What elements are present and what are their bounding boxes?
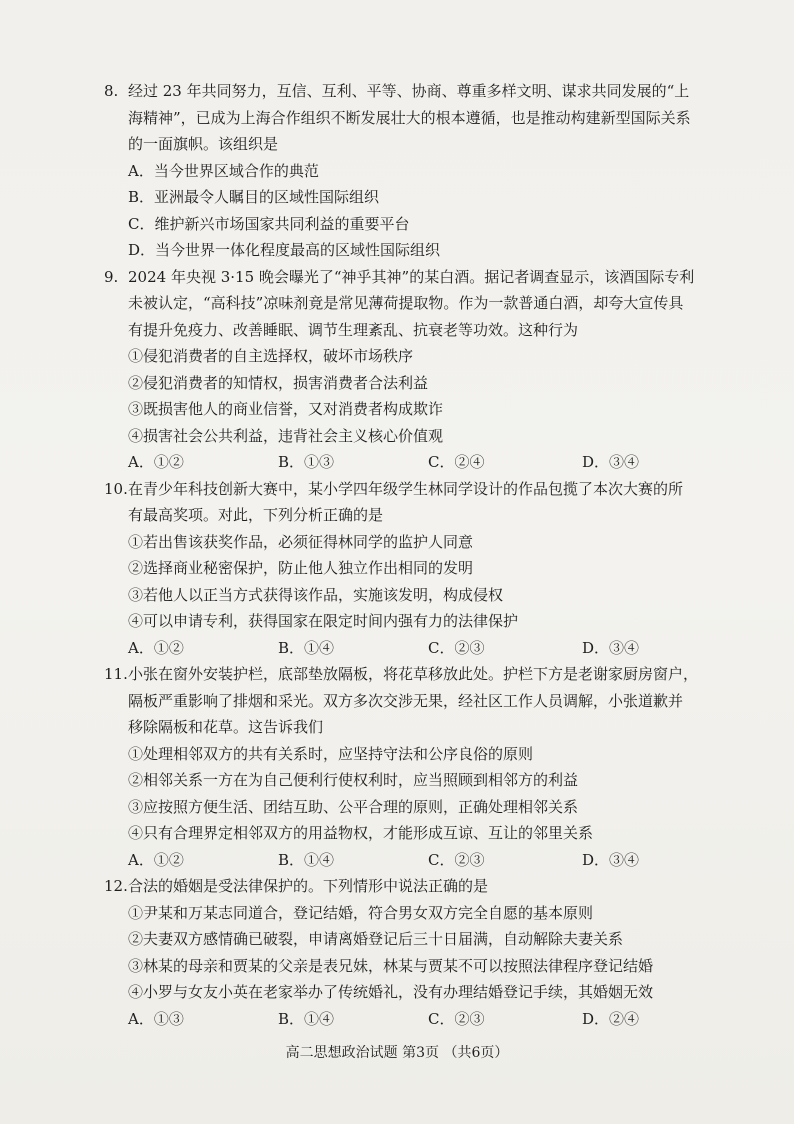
questions-list [104, 78, 704, 1032]
option-d: D．当今世界一体化程度最高的区域性国际组织 [128, 241, 441, 259]
statement-item: ③若他人以正当方式获得该作品，实施该发明，构成侵权 [128, 585, 504, 604]
choice-d: D．③④ [582, 850, 640, 869]
question-number: 12. [104, 877, 128, 895]
choice-b: B．①③ [278, 453, 335, 471]
page-footer: 高二思想政治试题 第3页 （共6页） [285, 1045, 509, 1061]
choice-d: D．③④ [582, 453, 640, 471]
question-9 [104, 264, 704, 476]
statement-item: ③林某的母亲和贾某的父亲是表兄妹，林某与贾某不可以按照法律程序登记结婚 [128, 956, 654, 975]
choice-d: D．②④ [582, 1009, 640, 1028]
question-number: 8. [104, 82, 119, 100]
statement-item: ②夫妻双方感情确已破裂，申请离婚登记后三十日届满，自动解除夫妻关系 [128, 930, 624, 948]
choice-a: A．①② [128, 638, 184, 657]
stem-line: 有提升免疫力、改善睡眠、调节生理紊乱、抗衰老等功效。这种行为 [128, 320, 579, 339]
statement-item: ③既损害他人的商业信誉，又对消费者构成欺诈 [128, 400, 444, 418]
question-stem [128, 264, 704, 344]
question-number: 9. [104, 267, 119, 286]
choice-a: A．①② [128, 453, 184, 471]
question-11 [104, 661, 704, 873]
choice-b: B．①④ [278, 638, 335, 657]
option-c: C．维护新兴市场国家共同利益的重要平台 [128, 214, 410, 233]
statement-item: ②相邻关系一方在为自己便利行使权利时，应当照顾到相邻方的利益 [128, 771, 579, 789]
stem-line: 的一面旗帜。该组织是 [128, 135, 279, 153]
statement-item: ④只有合理界定相邻双方的用益物权，才能形成互谅、互让的邻里关系 [128, 824, 594, 842]
question-number: 11. [104, 665, 128, 683]
question-stem [128, 78, 704, 158]
question-12 [104, 873, 704, 1032]
answer-choices [128, 1006, 704, 1033]
option-b: B．亚洲最令人瞩目的区域性国际组织 [128, 188, 380, 206]
question-stem [128, 476, 704, 529]
statement-item: ③应按照方便生活、团结互助、公平合理的原则，正确处理相邻关系 [128, 797, 579, 816]
statement-item: ④小罗与女友小英在老家举办了传统婚礼，没有办理结婚登记手续，其婚姻无效 [128, 983, 654, 1001]
choice-c: C．②③ [428, 638, 485, 657]
stem-line: 经过 23 年共同努力，互信、互利、平等、协商、尊重多样文明、谋求共同发展的“上 [128, 82, 690, 100]
stem-line: 移除隔板和花草。这告诉我们 [128, 718, 324, 736]
statement-item: ④可以申请专利，获得国家在限定时间内强有力的法律保护 [128, 612, 519, 630]
stem-line: 海精神”，已成为上海合作组织不断发展壮大的根本遵循，也是推动构建新型国际关系 [128, 108, 691, 127]
statement-item: ①尹某和万某志同道合，登记结婚，符合男女双方完全自愿的基本原则 [128, 903, 594, 922]
stem-line: 小张在窗外安装护栏，底部垫放隔板，将花草移放此处。护栏下方是老谢家厨房窗户， [128, 665, 699, 683]
question-stem [128, 661, 704, 741]
statement-item: ①若出售该获奖作品，必须征得林同学的监护人同意 [128, 532, 474, 551]
choice-d: D．③④ [582, 638, 640, 657]
stem-line: 在青少年科技创新大赛中，某小学四年级学生林同学设计的作品包揽了本次大赛的所 [128, 479, 684, 498]
answer-choices [128, 449, 704, 476]
statement-item: ④损害社会公共利益，违背社会主义核心价值观 [128, 426, 444, 445]
stem-line: 2024 年央视 3·15 晚会曝光了“神乎其神”的某白酒。据记者调查显示，该酒国际专利 [128, 267, 695, 286]
question-stem [128, 873, 704, 900]
statement-item: ②选择商业秘密保护，防止他人独立作出相同的发明 [128, 559, 474, 577]
choice-c: C．②③ [428, 850, 485, 869]
stem-line: 有最高奖项。对此，下列分析正确的是 [128, 506, 384, 524]
stem-line: 未被认定，“高科技”凉味剂竟是常见薄荷提取物。作为一款普通白酒，却夸大宣传具 [128, 294, 684, 312]
choice-c: C．②④ [428, 453, 485, 471]
stem-line: 隔板严重影响了排烟和采光。双方多次交涉无果，经社区工作人员调解，小张道歉并 [128, 691, 684, 710]
choice-b: B．①④ [278, 850, 335, 869]
choice-b: B．①④ [278, 1009, 335, 1028]
statement-item: ①侵犯消费者的自主选择权，破坏市场秩序 [128, 347, 414, 365]
question-number: 10. [104, 479, 128, 498]
option-a: A．当今世界区域合作的典范 [128, 161, 319, 180]
statement-item: ②侵犯消费者的知情权，损害消费者合法利益 [128, 373, 429, 392]
stem-line: 合法的婚姻是受法律保护的。下列情形中说法正确的是 [128, 877, 489, 895]
choice-a: A．①② [128, 850, 184, 869]
question-8 [104, 78, 704, 264]
choice-c: C．②③ [428, 1009, 485, 1028]
statement-item: ①处理相邻双方的共有关系时，应坚持守法和公序良俗的原则 [128, 744, 534, 763]
answer-choices [128, 635, 704, 662]
answer-choices [128, 847, 704, 874]
choice-a: A．①③ [128, 1009, 184, 1028]
question-10 [104, 476, 704, 662]
